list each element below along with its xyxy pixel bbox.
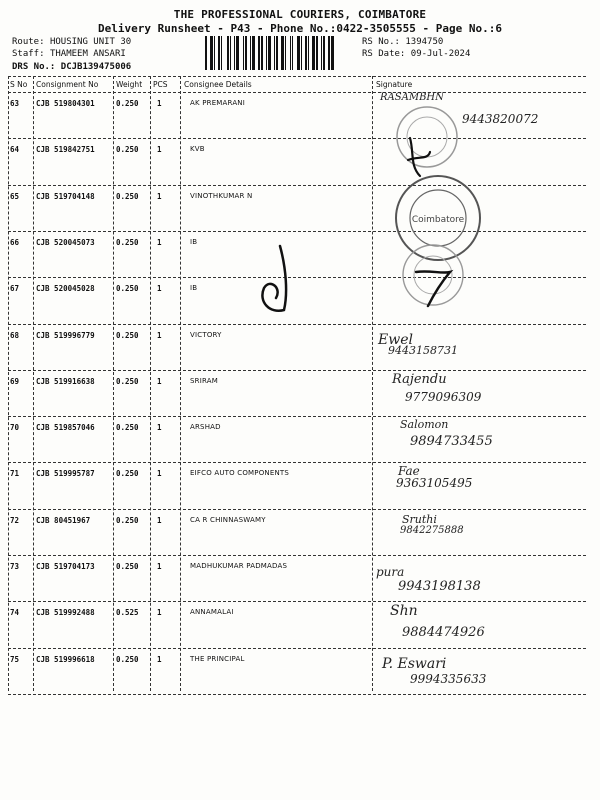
row-pcs: 1 — [157, 99, 162, 108]
barcode-bar — [308, 36, 309, 70]
pen-mark — [250, 238, 310, 318]
handwritten-phone: 9779096309 — [405, 389, 482, 404]
row-weight: 0.250 — [116, 376, 139, 386]
drs-value: DCJB139475006 — [60, 62, 132, 72]
handwritten-phone: 9842275888 — [400, 524, 464, 536]
route-label: Route: — [12, 37, 45, 47]
handwritten-signature: pura — [376, 565, 405, 579]
row-pcs: 1 — [157, 237, 162, 247]
col-header-signature: Signature — [376, 80, 413, 89]
row-consignment-no: CJB 519857046 — [36, 423, 95, 433]
barcode-bar — [218, 36, 220, 70]
company-title: THE PROFESSIONAL COURIERS, COIMBATORE — [173, 8, 427, 21]
row-consignee: VICTORY — [190, 330, 222, 339]
barcode-bar — [205, 36, 207, 70]
col-header-pcs: PCS — [153, 80, 168, 89]
barcode-bar — [326, 36, 327, 70]
row-divider — [8, 185, 586, 186]
row-consignee: MADHUKUMAR PADMADAS — [190, 562, 288, 570]
row-sno: 66 — [10, 237, 20, 247]
row-consignee: VINOTHKUMAR N — [190, 191, 253, 200]
row-sno: 72 — [10, 515, 20, 525]
pen-mark — [400, 132, 440, 182]
row-consignment-no: CJB 519804301 — [36, 99, 95, 108]
row-consignee: EIFCO AUTO COMPONENTS — [190, 469, 290, 478]
row-consignment-no: CJB 519704148 — [36, 191, 95, 201]
row-divider — [8, 462, 586, 463]
row-sno: 68 — [10, 330, 20, 340]
barcode-bar — [281, 36, 284, 70]
col-header-consignment: Consignment No — [36, 80, 99, 89]
handwritten-phone: 9443158731 — [388, 343, 458, 357]
barcode-bar — [335, 36, 336, 70]
row-divider — [8, 416, 586, 417]
barcode-bar — [214, 36, 215, 70]
staff-value: THAMEEM ANSARI — [49, 49, 126, 59]
handwritten-signature: RASAMBHN — [380, 92, 444, 103]
stamp-text: Coimbatore — [411, 215, 465, 225]
barcode-bar — [272, 36, 273, 70]
barcode-bar — [310, 36, 311, 70]
barcode-bar — [243, 36, 244, 70]
row-consignment-no: CJB 519992488 — [36, 608, 95, 618]
row-weight: 0.250 — [116, 145, 139, 155]
row-pcs: 1 — [157, 608, 162, 618]
rs-date-value: 09-Jul-2024 — [410, 49, 471, 59]
row-consignment-no: CJB 80451967 — [36, 515, 91, 525]
row-weight: 0.250 — [116, 423, 139, 433]
row-pcs: 1 — [157, 284, 162, 294]
row-divider — [8, 648, 586, 649]
row-consignment-no: CJB 519704173 — [36, 562, 95, 571]
runsheet-subtitle: Delivery Runsheet - P43 - Phone No.:0422-3505555 - Page No.:6 — [98, 22, 502, 35]
barcode-bar — [240, 36, 242, 70]
row-sno: 67 — [10, 284, 20, 294]
barcode-bar — [208, 36, 209, 70]
barcode-bar — [227, 36, 229, 70]
barcode-bar — [331, 36, 334, 70]
rs-no-value: 1394750 — [405, 37, 444, 47]
row-divider — [8, 694, 586, 695]
barcode-bar — [245, 36, 247, 70]
row-pcs: 1 — [157, 654, 162, 664]
barcode-bar — [312, 36, 315, 70]
route-value: HOUSING UNIT 30 — [49, 37, 132, 47]
row-sno: 65 — [10, 191, 20, 201]
barcode-bar — [221, 36, 222, 70]
row-divider — [8, 555, 586, 556]
col-divider — [150, 76, 151, 691]
row-consignment-no: CJB 519996779 — [36, 330, 95, 340]
row-consignee: CA R CHINNASWAMY — [190, 515, 266, 524]
row-sno: 69 — [10, 376, 20, 386]
row-consignment-no: CJB 519996618 — [36, 654, 95, 664]
barcode-bar — [274, 36, 275, 70]
col-header-weight: Weight — [116, 80, 143, 89]
barcode-bar — [323, 36, 325, 70]
row-sno: 73 — [10, 562, 20, 571]
rs-no-line — [362, 36, 443, 48]
barcode-bar — [316, 36, 318, 70]
row-consignment-no: CJB 519842751 — [36, 145, 95, 155]
barcode-bar — [328, 36, 330, 70]
handwritten-phone: 9884474926 — [402, 625, 485, 641]
row-pcs: 1 — [157, 562, 162, 571]
barcode — [205, 36, 353, 70]
rs-no-label: RS No.: — [362, 37, 400, 47]
row-pcs: 1 — [157, 515, 162, 525]
row-divider — [8, 509, 586, 510]
barcode-bar — [305, 36, 307, 70]
drs-label: DRS No.: — [12, 62, 56, 72]
row-divider — [8, 324, 586, 325]
col-divider — [33, 76, 34, 691]
row-sno: 70 — [10, 423, 20, 433]
barcode-bar — [210, 36, 213, 70]
row-sno: 74 — [10, 608, 20, 618]
row-consignment-no: CJB 519995787 — [36, 469, 95, 479]
handwritten-signature: Ewel — [378, 331, 413, 348]
col-header-sno: S No — [10, 80, 28, 89]
barcode-bar — [292, 36, 293, 70]
handwritten-signature: Sruthi — [402, 512, 437, 526]
row-consignee: ANNAMALAI — [190, 608, 234, 617]
barcode-bar — [268, 36, 271, 70]
barcode-bar — [285, 36, 286, 70]
handwritten-phone: 9943198138 — [398, 579, 481, 594]
barcode-bar — [297, 36, 300, 70]
barcode-bar — [264, 36, 265, 70]
row-consignment-no: CJB 520045028 — [36, 284, 95, 294]
row-consignee: IB — [190, 237, 198, 246]
row-consignee: ARSHAD — [190, 423, 221, 432]
handwritten-signature: Salomon — [400, 418, 449, 432]
handwritten-signature: Fae — [398, 464, 420, 479]
row-weight: 0.250 — [116, 562, 139, 571]
staff-line — [12, 48, 126, 60]
row-divider — [8, 231, 586, 232]
row-divider — [8, 601, 586, 602]
col-header-consignee: Consignee Details — [184, 80, 252, 89]
row-pcs: 1 — [157, 469, 162, 479]
row-divider — [8, 138, 586, 139]
handwritten-phone: 9363105495 — [396, 476, 473, 491]
row-consignment-no: CJB 519916638 — [36, 376, 95, 386]
row-sno: 75 — [10, 654, 20, 664]
barcode-bar — [319, 36, 320, 70]
row-weight: 0.250 — [116, 99, 139, 108]
barcode-bar — [252, 36, 255, 70]
row-divider — [8, 370, 586, 371]
col-divider — [372, 76, 373, 691]
barcode-bar — [258, 36, 260, 70]
barcode-bar — [321, 36, 322, 70]
barcode-bar — [301, 36, 302, 70]
handwritten-signature: P. Eswari — [382, 655, 447, 672]
row-sno: 71 — [10, 469, 20, 479]
row-consignee: AK PREMARANI — [190, 99, 246, 107]
row-consignee: KVB — [190, 145, 205, 154]
barcode-bar — [250, 36, 251, 70]
row-pcs: 1 — [157, 330, 162, 340]
barcode-bar — [294, 36, 296, 70]
handwritten-phone: 9994335633 — [410, 671, 487, 686]
row-weight: 0.250 — [116, 237, 139, 247]
pen-mark — [410, 262, 460, 312]
barcode-bar — [290, 36, 291, 70]
row-consignee: IB — [190, 284, 198, 293]
staff-label: Staff: — [12, 49, 45, 59]
barcode-bar — [303, 36, 304, 70]
handwritten-signature: Rajendu — [392, 371, 447, 387]
col-divider — [180, 76, 181, 691]
barcode-bar — [248, 36, 249, 70]
row-pcs: 1 — [157, 145, 162, 155]
rs-date-line — [362, 48, 470, 60]
col-divider — [113, 76, 114, 691]
row-pcs: 1 — [157, 191, 162, 201]
barcode-bar — [236, 36, 239, 70]
barcode-bar — [234, 36, 235, 70]
row-sno: 64 — [10, 145, 20, 155]
row-pcs: 1 — [157, 376, 162, 386]
barcode-bar — [276, 36, 278, 70]
row-weight: 0.250 — [116, 515, 139, 525]
barcode-bar — [216, 36, 217, 70]
drs-line — [12, 61, 131, 73]
row-weight: 0.250 — [116, 469, 139, 479]
barcode-bar — [223, 36, 226, 70]
rs-date-label: RS Date: — [362, 49, 406, 59]
barcode-bar — [266, 36, 267, 70]
row-weight: 0.250 — [116, 330, 139, 340]
row-consignee: SRIRAM — [190, 376, 218, 385]
barcode-bar — [279, 36, 280, 70]
table-header-rule — [8, 92, 586, 93]
handwritten-phone: 9443820072 — [462, 112, 539, 126]
route-line — [12, 36, 131, 48]
row-weight: 0.250 — [116, 191, 139, 201]
table-top-rule — [8, 76, 586, 77]
row-weight: 0.525 — [116, 608, 139, 618]
barcode-bar — [232, 36, 233, 70]
barcode-bar — [256, 36, 257, 70]
row-consignee: THE PRINCIPAL — [190, 654, 245, 663]
handwritten-signature: Shn — [390, 603, 418, 620]
handwritten-phone: 9894733455 — [410, 434, 493, 450]
col-divider — [8, 76, 9, 691]
row-pcs: 1 — [157, 423, 162, 433]
row-weight: 0.250 — [116, 654, 139, 664]
barcode-bar — [230, 36, 231, 70]
barcode-bar — [261, 36, 263, 70]
row-weight: 0.250 — [116, 284, 139, 294]
row-consignment-no: CJB 520045073 — [36, 237, 95, 247]
row-sno: 63 — [10, 99, 20, 108]
barcode-bar — [287, 36, 289, 70]
